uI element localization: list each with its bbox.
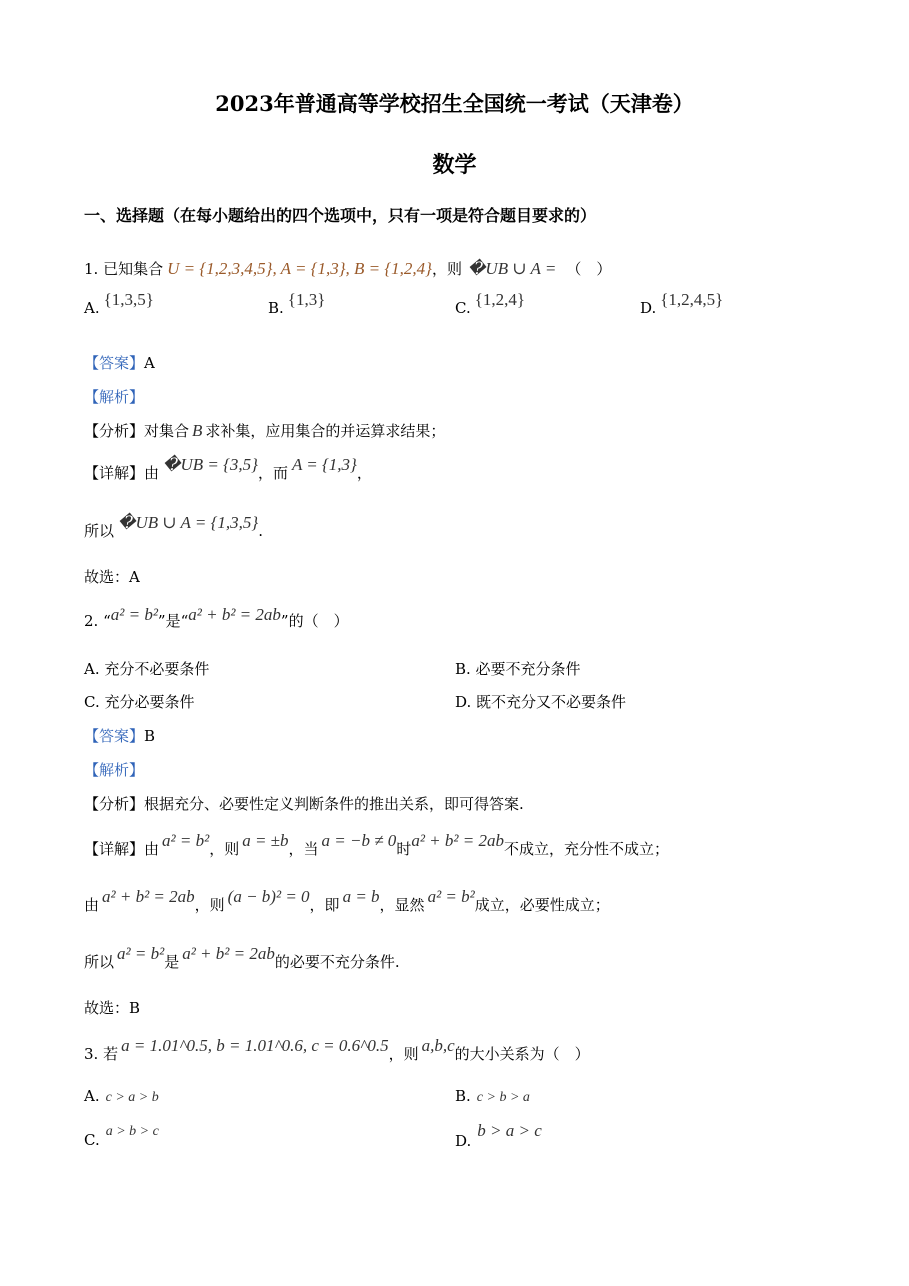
q2-option-b: B. 必要不充分条件 [455,660,581,678]
q2-option-c: C. 充分必要条件 [84,693,195,711]
q1-detail-math1: �UB = {3,5} [163,455,258,474]
q1-option-c-label: C. [455,299,471,317]
q2-detail-line3 [84,944,400,972]
q3-end: 的大小关系为（ ） [454,1045,590,1063]
q1-answer-tag: 【答案】 [84,354,145,372]
q3-option-a-value: c > a > b [105,1090,159,1105]
q3-option-c-value: a > b > c [105,1124,159,1139]
q2-d1-text4: 不成立，充分性不成立； [503,840,669,858]
q1-detail-math2: A = {1,3} [291,455,357,474]
q2-d2-math3: a = b [342,887,380,906]
q2-d2-text2: ，即 [309,896,340,914]
q1-detail-end: ， [356,464,372,482]
q1-stem-math: U = {1,2,3,4,5}, A = {1,3}, B = {1,2,4} [167,259,432,278]
q1-option-b-label: B. [268,299,284,317]
q3-option-a [84,1087,159,1106]
q1-answer-value: A [144,354,155,372]
q3-option-b-value: c > b > a [476,1090,530,1105]
section-heading: 一、选择题（在每小题给出的四个选项中，只有一项是符合题目要求的） [84,206,597,225]
q2-d1-math3: a = −b ≠ 0 [321,831,397,850]
q3-option-a-label: A. [84,1087,100,1105]
q1-detail-prefix: 【详解】由 [84,464,160,482]
q1-fenxi-text: 【分析】对集合 [84,422,190,440]
q1-option-b-value: {1,3} [287,290,326,309]
exam-title: 2023年普通高等学校招生全国统一考试（天津卷） [215,91,694,116]
q2-end: ”的（ ） [280,612,349,630]
q2-answer [84,725,155,746]
q2-d2-math4: a² = b² [427,887,475,906]
q1-answer [84,352,155,373]
q3-option-c [84,1124,159,1150]
q2-d3-math1: a² = b² [117,944,165,963]
q1-analysis-tag: 【解析】 [84,388,145,406]
q2-d2-prefix: 由 [84,896,100,914]
q2-d1-text1: ，则 [209,840,240,858]
q1-so-end: . [258,522,263,540]
q3-option-b [455,1087,530,1106]
q2-option-d: D. 既不充分又不必要条件 [455,693,627,711]
q1-fenxi [84,420,445,441]
q1-fenxi-rest: 求补集，应用集合的并运算求结果； [205,422,446,440]
q1-detail-mid: ，而 [257,464,288,482]
q3-option-d-label: D. [455,1132,472,1150]
q1-option-a-value: {1,3,5} [103,290,154,309]
q2-d2-text4: 成立，必要性成立； [474,896,610,914]
q2-d1-math4: a² + b² = 2ab [411,831,504,850]
q1-option-c [455,290,526,318]
q1-detail [84,455,372,483]
q2-fenxi: 【分析】根据充分、必要性定义判断条件的推出关系，即可得答案. [84,795,524,813]
q1-fenxi-math: B [192,421,203,440]
q2-stem [84,605,349,631]
q2-d3-text2: 的必要不充分条件. [274,953,400,971]
q2-answer-value: B [144,727,156,745]
q2-mid: ”是“ [157,612,189,630]
q3-option-b-label: B. [455,1087,471,1105]
q2-d2-math1: a² + b² = 2ab [102,887,195,906]
q1-stem-then: ，则 [431,260,462,278]
q3-option-d-value: b > a > c [477,1121,542,1140]
q3-num: 3. 若 [84,1045,119,1063]
q3-math: a = 1.01^0.5, b = 1.01^0.6, c = 0.6^0.5 [121,1036,389,1055]
q2-analysis-tag: 【解析】 [84,761,145,779]
q1-stem-prefix: 1. 已知集合 [84,260,164,278]
q2-d1-math2: a = ±b [242,831,289,850]
q2-detail-line2 [84,887,610,915]
q2-d1-math1: a² = b² [162,831,210,850]
q1-option-a [84,290,154,318]
q2-num: 2. “ [84,612,111,630]
q3-stem [84,1036,590,1064]
q1-option-b [268,290,326,318]
q1-so [84,513,263,541]
q2-math2: a² + b² = 2ab [188,605,281,624]
q3-option-d [455,1121,542,1151]
q2-d2-text1: ，则 [194,896,225,914]
q1-option-d [640,290,724,318]
q1-stem-paren: （ ） [566,260,612,278]
q2-d1-prefix: 【详解】由 [84,840,160,858]
q1-option-a-label: A. [84,299,100,317]
q2-answer-tag: 【答案】 [84,727,145,745]
q1-choose: 故选：A [84,568,140,586]
q2-option-a: A. 充分不必要条件 [84,660,210,678]
q3-math2: a,b,c [421,1036,455,1055]
q2-d2-text3: ，显然 [379,896,425,914]
q2-d1-text2: ，当 [288,840,319,858]
q3-option-c-label: C. [84,1131,100,1149]
q2-detail-line1 [84,831,669,859]
q3-then: ，则 [388,1045,419,1063]
q1-stem-math2: �UB ∪ A = [468,259,557,278]
subject-title: 数学 [432,152,477,178]
q1-option-d-label: D. [640,299,657,317]
q2-d3-math2: a² + b² = 2ab [182,944,275,963]
q1-option-d-value: {1,2,4,5} [660,290,724,309]
q1-option-c-value: {1,2,4} [474,290,526,309]
q1-so-prefix: 所以 [84,522,115,540]
q2-d2-math2: (a − b)² = 0 [227,887,310,906]
q2-d1-text3: 时 [396,840,412,858]
q2-math1: a² = b² [110,605,158,624]
q2-d3-prefix: 所以 [84,953,115,971]
q1-so-math: �UB ∪ A = {1,3,5} [118,513,259,532]
q2-d3-text1: 是 [164,953,180,971]
q2-choose: 故选：B [84,999,141,1017]
